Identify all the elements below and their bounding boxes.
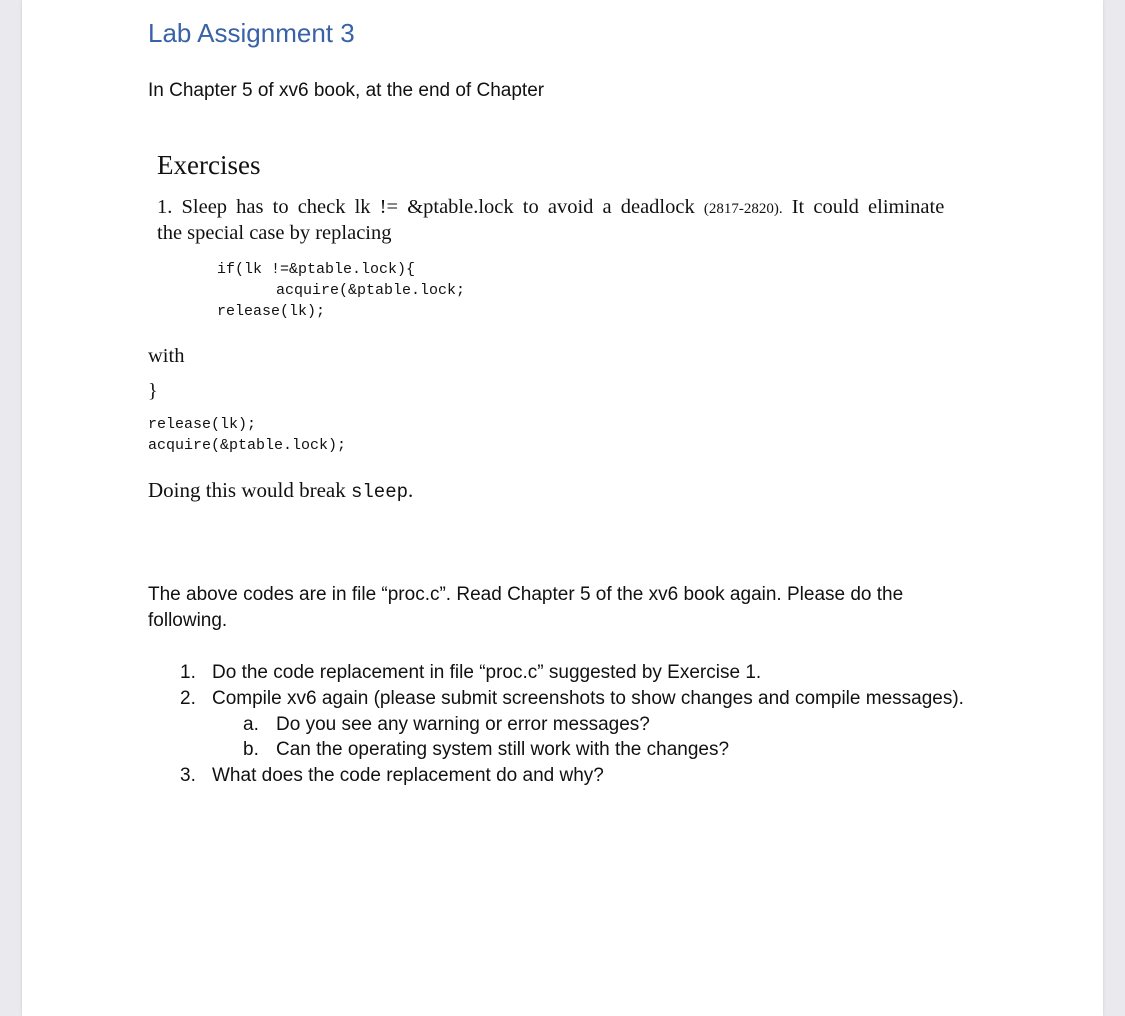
- closing-brace: }: [148, 380, 158, 402]
- conclusion-suffix: .: [408, 478, 414, 502]
- code-original-line: release(lk);: [217, 303, 326, 320]
- code-original-line: acquire(&ptable.lock;: [276, 282, 466, 299]
- exercises-heading: Exercises: [157, 150, 261, 180]
- task-text: Do the code replacement in file “proc.c” suggested by Exercise 1.: [212, 662, 762, 683]
- document-page: [22, 0, 1103, 1016]
- intro-text: In Chapter 5 of xv6 book, at the end of Chapter: [148, 80, 545, 101]
- subtask-text: Can the operating system still work with the changes?: [276, 739, 730, 760]
- subtask-marker: a.: [243, 714, 259, 735]
- exercise-1-line-2: the special case by replacing: [157, 222, 392, 244]
- code-replacement-line: acquire(&ptable.lock);: [148, 437, 347, 454]
- instructions-line-1: The above codes are in file “proc.c”. Read Chapter 5 of the xv6 book again. Please do the: [148, 584, 904, 605]
- task-marker: 1.: [180, 662, 196, 683]
- with-label: with: [148, 345, 185, 367]
- document-title: Lab Assignment 3: [148, 18, 355, 48]
- conclusion-code: sleep: [350, 481, 408, 503]
- code-replacement-line: release(lk);: [148, 416, 257, 433]
- conclusion-text: [148, 478, 413, 503]
- task-marker: 2.: [180, 688, 196, 709]
- task-text: What does the code replacement do and why?: [212, 765, 604, 786]
- code-original-line: if(lk !=&ptable.lock){: [217, 261, 416, 278]
- subtask-text: Do you see any warning or error messages?: [276, 714, 650, 735]
- exercise-1-text-b: It could eliminate: [791, 196, 945, 218]
- task-text: Compile xv6 again (please submit screenshots to show changes and compile messages).: [212, 688, 964, 709]
- exercise-1-line-1: [157, 196, 944, 219]
- exercise-1-text-a: 1. Sleep has to check lk != &ptable.lock to avoid a deadlock: [157, 196, 695, 218]
- exercise-1-line-ref: (2817-2820).: [703, 201, 783, 217]
- instructions-line-2: following.: [148, 610, 228, 631]
- conclusion-prefix: Doing this would break: [148, 478, 346, 502]
- subtask-marker: b.: [243, 739, 259, 760]
- task-marker: 3.: [180, 765, 196, 786]
